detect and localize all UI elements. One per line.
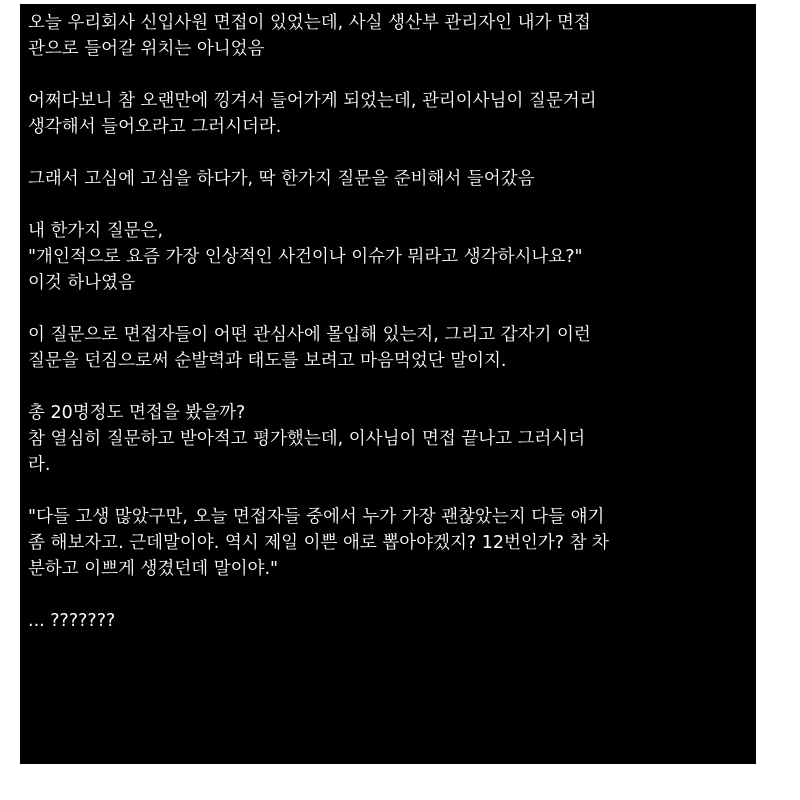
text-line: 내 한가지 질문은,	[28, 221, 164, 241]
paragraph-6	[28, 400, 748, 478]
paragraph-5	[28, 322, 748, 374]
text-line: 이 질문으로 면접자들이 어떤 관심사에 몰입해 있는지, 그리고 갑자기 이런	[28, 325, 591, 345]
paragraph-8	[28, 608, 748, 634]
paragraph-2	[28, 88, 748, 140]
text-line: 그래서 고심에 고심을 하다가, 딱 한가지 질문을 준비해서 들어갔음	[28, 169, 535, 189]
text-line: 이것 하나였음	[28, 273, 135, 293]
text-line: 참 열심히 질문하고 받아적고 평가했는데, 이사님이 면접 끝나고 그러시더	[28, 429, 586, 449]
text-line: 라.	[28, 455, 51, 475]
text-line: 관으로 들어갈 위치는 아니었음	[28, 39, 265, 59]
paragraph-4	[28, 218, 748, 296]
text-line: 총 20명정도 면접을 봤을까?	[28, 403, 246, 423]
text-line: ... ???????	[28, 611, 116, 631]
paragraph-3	[28, 166, 748, 192]
paragraph-7	[28, 504, 748, 582]
text-line: 어쩌다보니 참 오랜만에 낑겨서 들어가게 되었는데, 관리이사님이 질문거리	[28, 91, 597, 111]
text-line: 생각해서 들어오라고 그러시더라.	[28, 117, 282, 137]
text-line: "개인적으로 요즘 가장 인상적인 사건이나 이슈가 뭐라고 생각하시나요?"	[28, 247, 583, 267]
text-line: 오늘 우리회사 신입사원 면접이 있었는데, 사실 생산부 관리자인 내가 면접	[28, 13, 591, 33]
text-line: "다들 고생 많았구만, 오늘 면접자들 중에서 누가 가장 괜찮았는지 다들 얘기	[28, 507, 605, 527]
paragraph-1	[28, 10, 748, 62]
text-panel	[20, 4, 756, 764]
text-line: 분하고 이쁘게 생겼던데 말이야."	[28, 559, 279, 579]
text-line: 좀 해보자고. 근데말이야. 역시 제일 이쁜 애로 뽑아야겠지? 12번인가? 참 차	[28, 533, 609, 553]
text-line: 질문을 던짐으로써 순발력과 태도를 보려고 마음먹었단 말이지.	[28, 351, 507, 371]
